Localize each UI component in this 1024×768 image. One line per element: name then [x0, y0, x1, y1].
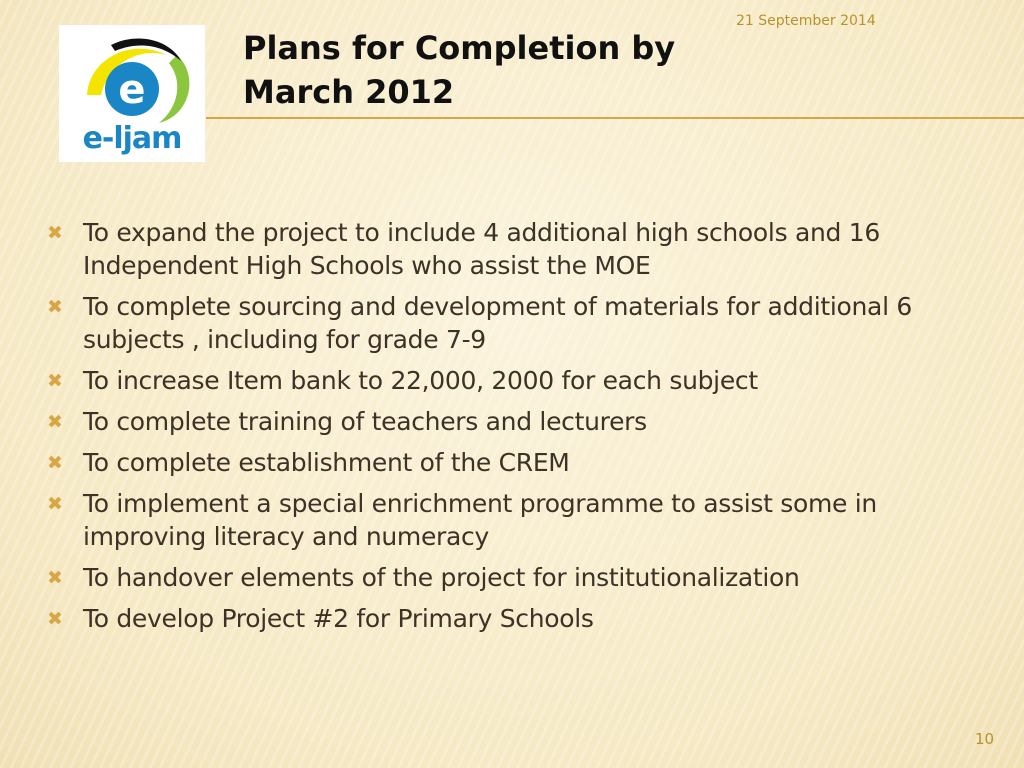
x-bullet-icon: ✖: [47, 493, 63, 515]
svg-text:e: e: [118, 67, 146, 113]
bullet-item: [44, 561, 994, 594]
title-line-1: Plans for Completion by: [243, 29, 676, 67]
title-line-2: March 2012: [243, 73, 455, 111]
date-label: 21 September 2014: [736, 13, 876, 29]
bullet-text: To expand the project to include 4 additional high schools and 16 Independent High Schools who assist the MOE: [83, 218, 880, 280]
bullet-item: [44, 446, 994, 479]
x-bullet-icon: ✖: [47, 222, 63, 244]
x-bullet-icon: ✖: [47, 567, 63, 589]
x-bullet-icon: ✖: [47, 296, 63, 318]
x-bullet-icon: ✖: [47, 608, 63, 630]
logo-wordmark: e-ljam: [82, 121, 182, 156]
bullet-text: To increase Item bank to 22,000, 2000 for each subject: [83, 366, 758, 395]
title-divider: [206, 117, 1024, 119]
x-bullet-icon: ✖: [47, 411, 63, 433]
bullet-item: [44, 216, 994, 282]
bullet-text: To complete training of teachers and lecturers: [83, 407, 647, 436]
bullet-item: [44, 602, 994, 635]
page-number: 10: [975, 730, 995, 748]
x-bullet-icon: ✖: [47, 452, 63, 474]
bullet-text: To complete establishment of the CREM: [83, 448, 570, 477]
x-bullet-icon: ✖: [47, 370, 63, 392]
bullet-item: [44, 364, 994, 397]
bullet-text: To complete sourcing and development of materials for additional 6 subjects , including for grade 7-9: [83, 292, 912, 354]
bullet-list: [44, 216, 994, 643]
e-ljam-logo: [59, 25, 205, 162]
bullet-item: [44, 487, 994, 553]
bullet-text: To develop Project #2 for Primary Schools: [83, 604, 594, 633]
bullet-text: To implement a special enrichment programme to assist some in improving literacy and numeracy: [83, 489, 877, 551]
bullet-item: [44, 290, 994, 356]
bullet-text: To handover elements of the project for institutionalization: [83, 563, 800, 592]
slide-title: [243, 26, 743, 114]
bullet-item: [44, 405, 994, 438]
